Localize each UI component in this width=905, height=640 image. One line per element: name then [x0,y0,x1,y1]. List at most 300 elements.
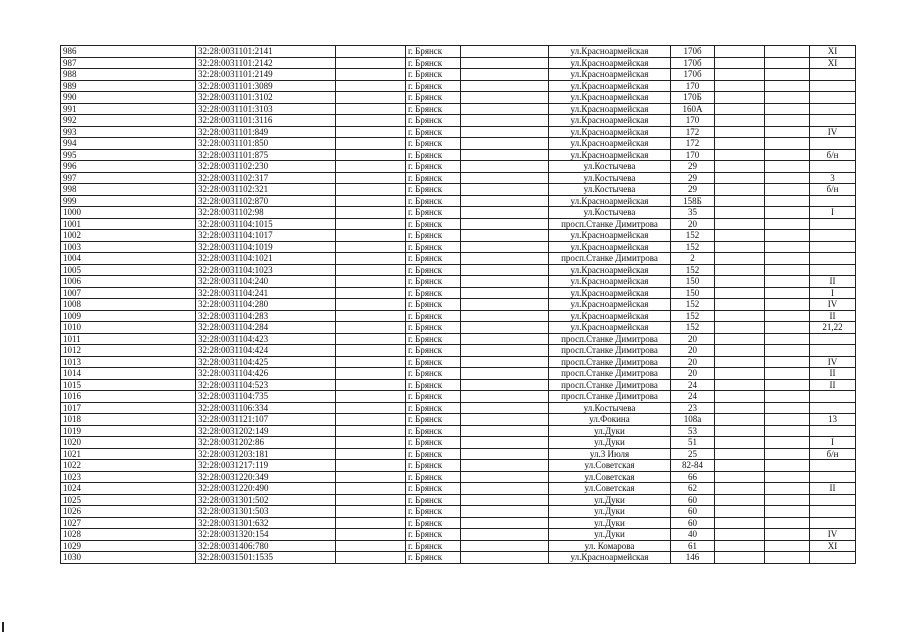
empty-cell [765,241,810,253]
empty-cell [461,46,549,58]
street-cell: ул.Дуки [549,529,671,541]
cadastral-number-cell: 32:28:0031220:490 [196,483,336,495]
empty-cell [461,230,549,242]
row-number-cell: 1001 [61,218,196,230]
row-number-cell: 1016 [61,391,196,403]
table-body [61,46,856,564]
empty-cell [461,276,549,288]
row-number-cell: 1011 [61,333,196,345]
city-cell: г. Брянск [406,540,461,552]
apartment-cell: IV [810,529,856,541]
empty-cell [715,172,765,184]
row-number-cell: 989 [61,80,196,92]
table-row [61,92,856,104]
house-number-cell: 23 [671,402,715,414]
table-row [61,414,856,426]
empty-cell [715,460,765,472]
empty-cell [715,345,765,357]
table-row [61,126,856,138]
empty-cell [461,379,549,391]
empty-cell [461,115,549,127]
cadastral-number-cell: 32:28:0031101:2142 [196,57,336,69]
city-cell: г. Брянск [406,287,461,299]
empty-cell [715,391,765,403]
city-cell: г. Брянск [406,57,461,69]
empty-cell [715,529,765,541]
empty-cell [336,57,406,69]
empty-cell [336,287,406,299]
empty-cell [765,494,810,506]
row-number-cell: 1004 [61,253,196,265]
city-cell: г. Брянск [406,471,461,483]
empty-cell [765,506,810,518]
empty-cell [765,126,810,138]
empty-cell [336,207,406,219]
empty-cell [336,195,406,207]
apartment-cell: II [810,368,856,380]
apartment-cell [810,138,856,150]
street-cell: ул.Костычева [549,207,671,219]
empty-cell [765,264,810,276]
empty-cell [461,149,549,161]
apartment-cell [810,230,856,242]
cadastral-number-cell: 32:28:0031301:503 [196,506,336,518]
apartment-cell [810,471,856,483]
empty-cell [336,264,406,276]
cadastral-number-cell: 32:28:0031102:317 [196,172,336,184]
empty-cell [715,494,765,506]
empty-cell [336,540,406,552]
row-number-cell: 1003 [61,241,196,253]
empty-cell [336,126,406,138]
empty-cell [715,126,765,138]
empty-cell [461,345,549,357]
row-number-cell: 1020 [61,437,196,449]
table-row [61,483,856,495]
street-cell: ул.Советская [549,483,671,495]
street-cell: ул.Красноармейская [549,126,671,138]
house-number-cell: 60 [671,506,715,518]
row-number-cell: 1008 [61,299,196,311]
empty-cell [765,356,810,368]
cadastral-number-cell: 32:28:0031104:241 [196,287,336,299]
table-row [61,253,856,265]
registry-table [60,45,856,564]
table-row [61,207,856,219]
city-cell: г. Брянск [406,69,461,81]
empty-cell [765,425,810,437]
cadastral-number-cell: 32:28:0031101:3103 [196,103,336,115]
street-cell: ул.Красноармейская [549,138,671,150]
cadastral-number-cell: 32:28:0031104:1019 [196,241,336,253]
street-cell: ул.Красноармейская [549,149,671,161]
table-row [61,80,856,92]
city-cell: г. Брянск [406,322,461,334]
empty-cell [765,552,810,564]
table-row [61,322,856,334]
empty-cell [715,425,765,437]
row-number-cell: 1022 [61,460,196,472]
house-number-cell: 158Б [671,195,715,207]
empty-cell [461,138,549,150]
empty-cell [336,310,406,322]
empty-cell [765,414,810,426]
row-number-cell: 1019 [61,425,196,437]
edge-mark [2,622,4,632]
table-row [61,517,856,529]
empty-cell [715,103,765,115]
cadastral-number-cell: 32:28:0031102:870 [196,195,336,207]
empty-cell [461,184,549,196]
empty-cell [336,80,406,92]
empty-cell [765,299,810,311]
empty-cell [715,230,765,242]
empty-cell [461,540,549,552]
row-number-cell: 1012 [61,345,196,357]
row-number-cell: 1013 [61,356,196,368]
empty-cell [461,92,549,104]
empty-cell [765,115,810,127]
apartment-cell: I [810,207,856,219]
empty-cell [765,69,810,81]
empty-cell [765,368,810,380]
empty-cell [336,241,406,253]
apartment-cell [810,460,856,472]
empty-cell [336,345,406,357]
empty-cell [715,414,765,426]
apartment-cell [810,425,856,437]
empty-cell [715,437,765,449]
house-number-cell: 25 [671,448,715,460]
city-cell: г. Брянск [406,517,461,529]
row-number-cell: 1015 [61,379,196,391]
row-number-cell: 986 [61,46,196,58]
cadastral-number-cell: 32:28:0031320:154 [196,529,336,541]
street-cell: ул.Красноармейская [549,92,671,104]
empty-cell [336,46,406,58]
empty-cell [715,115,765,127]
apartment-cell [810,253,856,265]
house-number-cell: 152 [671,322,715,334]
table-row [61,69,856,81]
empty-cell [336,276,406,288]
row-number-cell: 994 [61,138,196,150]
apartment-cell [810,345,856,357]
city-cell: г. Брянск [406,184,461,196]
cadastral-number-cell: 32:28:0031217:119 [196,460,336,472]
city-cell: г. Брянск [406,103,461,115]
row-number-cell: 992 [61,115,196,127]
cadastral-number-cell: 32:28:0031104:240 [196,276,336,288]
house-number-cell: 170Б [671,92,715,104]
row-number-cell: 1030 [61,552,196,564]
row-number-cell: 1002 [61,230,196,242]
row-number-cell: 999 [61,195,196,207]
house-number-cell: 51 [671,437,715,449]
city-cell: г. Брянск [406,195,461,207]
house-number-cell: 24 [671,379,715,391]
apartment-cell: б/н [810,448,856,460]
cadastral-number-cell: 32:28:0031301:632 [196,517,336,529]
apartment-cell [810,195,856,207]
city-cell: г. Брянск [406,437,461,449]
street-cell: просп.Станке Димитрова [549,218,671,230]
city-cell: г. Брянск [406,345,461,357]
city-cell: г. Брянск [406,115,461,127]
house-number-cell: 152 [671,241,715,253]
apartment-cell: IV [810,126,856,138]
street-cell: ул.Дуки [549,425,671,437]
house-number-cell: 60 [671,494,715,506]
empty-cell [715,448,765,460]
empty-cell [336,322,406,334]
empty-cell [336,299,406,311]
city-cell: г. Брянск [406,80,461,92]
empty-cell [765,184,810,196]
house-number-cell: 170б [671,57,715,69]
empty-cell [765,437,810,449]
street-cell: ул.Красноармейская [549,195,671,207]
empty-cell [715,368,765,380]
empty-cell [461,253,549,265]
empty-cell [765,333,810,345]
row-number-cell: 1026 [61,506,196,518]
city-cell: г. Брянск [406,333,461,345]
empty-cell [765,161,810,173]
empty-cell [336,218,406,230]
house-number-cell: 20 [671,333,715,345]
apartment-cell [810,92,856,104]
street-cell: просп.Станке Димитрова [549,356,671,368]
house-number-cell: 2 [671,253,715,265]
street-cell: просп.Станке Димитрова [549,368,671,380]
empty-cell [336,149,406,161]
cadastral-number-cell: 32:28:0031501:1535 [196,552,336,564]
table-row [61,218,856,230]
house-number-cell: 20 [671,218,715,230]
empty-cell [461,195,549,207]
row-number-cell: 1023 [61,471,196,483]
empty-cell [461,506,549,518]
apartment-cell [810,161,856,173]
empty-cell [765,230,810,242]
house-number-cell: 20 [671,368,715,380]
table-row [61,540,856,552]
empty-cell [765,402,810,414]
street-cell: ул. Комарова [549,540,671,552]
apartment-cell [810,552,856,564]
cadastral-number-cell: 32:28:0031101:3089 [196,80,336,92]
empty-cell [765,207,810,219]
table-row [61,437,856,449]
empty-cell [461,483,549,495]
empty-cell [336,172,406,184]
street-cell: ул.Красноармейская [549,299,671,311]
empty-cell [715,264,765,276]
city-cell: г. Брянск [406,494,461,506]
empty-cell [715,356,765,368]
empty-cell [461,494,549,506]
city-cell: г. Брянск [406,310,461,322]
city-cell: г. Брянск [406,299,461,311]
row-number-cell: 1009 [61,310,196,322]
apartment-cell: II [810,379,856,391]
empty-cell [336,138,406,150]
empty-cell [765,322,810,334]
house-number-cell: 108а [671,414,715,426]
empty-cell [715,207,765,219]
empty-cell [461,517,549,529]
house-number-cell: 60 [671,517,715,529]
house-number-cell: 20 [671,345,715,357]
house-number-cell: 150 [671,287,715,299]
empty-cell [461,460,549,472]
table-row [61,506,856,518]
empty-cell [765,460,810,472]
city-cell: г. Брянск [406,368,461,380]
house-number-cell: 170 [671,115,715,127]
city-cell: г. Брянск [406,46,461,58]
cadastral-number-cell: 32:28:0031104:523 [196,379,336,391]
empty-cell [765,345,810,357]
house-number-cell: 20 [671,356,715,368]
city-cell: г. Брянск [406,149,461,161]
street-cell: ул.Дуки [549,506,671,518]
street-cell: ул.Красноармейская [549,552,671,564]
empty-cell [765,46,810,58]
empty-cell [715,218,765,230]
city-cell: г. Брянск [406,230,461,242]
cadastral-number-cell: 32:28:0031101:3102 [196,92,336,104]
cadastral-number-cell: 32:28:0031202:86 [196,437,336,449]
table-row [61,402,856,414]
apartment-cell [810,391,856,403]
empty-cell [765,529,810,541]
cadastral-number-cell: 32:28:0031104:735 [196,391,336,403]
street-cell: ул.Красноармейская [549,264,671,276]
table-row [61,333,856,345]
empty-cell [336,69,406,81]
row-number-cell: 990 [61,92,196,104]
table-row [61,230,856,242]
house-number-cell: 40 [671,529,715,541]
row-number-cell: 998 [61,184,196,196]
empty-cell [336,92,406,104]
apartment-cell [810,264,856,276]
house-number-cell: 172 [671,138,715,150]
empty-cell [715,471,765,483]
table-row [61,184,856,196]
table-row [61,46,856,58]
cadastral-number-cell: 32:28:0031202:149 [196,425,336,437]
empty-cell [715,69,765,81]
empty-cell [461,80,549,92]
cadastral-number-cell: 32:28:0031104:425 [196,356,336,368]
house-number-cell: 152 [671,230,715,242]
table-row [61,448,856,460]
table-row [61,149,856,161]
empty-cell [461,207,549,219]
empty-cell [715,517,765,529]
street-cell: ул.Красноармейская [549,57,671,69]
city-cell: г. Брянск [406,276,461,288]
apartment-cell [810,115,856,127]
table-row [61,57,856,69]
empty-cell [461,402,549,414]
house-number-cell: 29 [671,161,715,173]
empty-cell [336,379,406,391]
empty-cell [461,57,549,69]
cadastral-number-cell: 32:28:0031104:424 [196,345,336,357]
empty-cell [461,425,549,437]
table-row [61,138,856,150]
street-cell: ул.Дуки [549,494,671,506]
city-cell: г. Брянск [406,126,461,138]
table-row [61,299,856,311]
row-number-cell: 1017 [61,402,196,414]
row-number-cell: 1021 [61,448,196,460]
apartment-cell: XI [810,57,856,69]
empty-cell [461,448,549,460]
empty-cell [461,172,549,184]
empty-cell [765,172,810,184]
empty-cell [461,471,549,483]
apartment-cell: б/н [810,149,856,161]
empty-cell [336,103,406,115]
empty-cell [765,103,810,115]
empty-cell [461,368,549,380]
city-cell: г. Брянск [406,92,461,104]
city-cell: г. Брянск [406,506,461,518]
empty-cell [336,414,406,426]
apartment-cell [810,241,856,253]
empty-cell [336,425,406,437]
street-cell: ул.Костычева [549,184,671,196]
empty-cell [765,276,810,288]
empty-cell [715,161,765,173]
cadastral-number-cell: 32:28:0031101:850 [196,138,336,150]
empty-cell [765,253,810,265]
house-number-cell: 152 [671,264,715,276]
apartment-cell: I [810,287,856,299]
table-row [61,195,856,207]
street-cell: ул.Советская [549,471,671,483]
empty-cell [336,391,406,403]
apartment-cell: 21,22 [810,322,856,334]
city-cell: г. Брянск [406,425,461,437]
empty-cell [765,218,810,230]
cadastral-number-cell: 32:28:0031104:1017 [196,230,336,242]
empty-cell [765,287,810,299]
house-number-cell: 35 [671,207,715,219]
empty-cell [765,391,810,403]
house-number-cell: 172 [671,126,715,138]
cadastral-number-cell: 32:28:0031104:1015 [196,218,336,230]
house-number-cell: 24 [671,391,715,403]
row-number-cell: 1005 [61,264,196,276]
city-cell: г. Брянск [406,253,461,265]
street-cell: ул.Красноармейская [549,322,671,334]
city-cell: г. Брянск [406,448,461,460]
empty-cell [715,506,765,518]
street-cell: ул.Красноармейская [549,115,671,127]
house-number-cell: 62 [671,483,715,495]
empty-cell [715,310,765,322]
empty-cell [461,552,549,564]
empty-cell [715,276,765,288]
cadastral-number-cell: 32:28:0031102:230 [196,161,336,173]
row-number-cell: 997 [61,172,196,184]
